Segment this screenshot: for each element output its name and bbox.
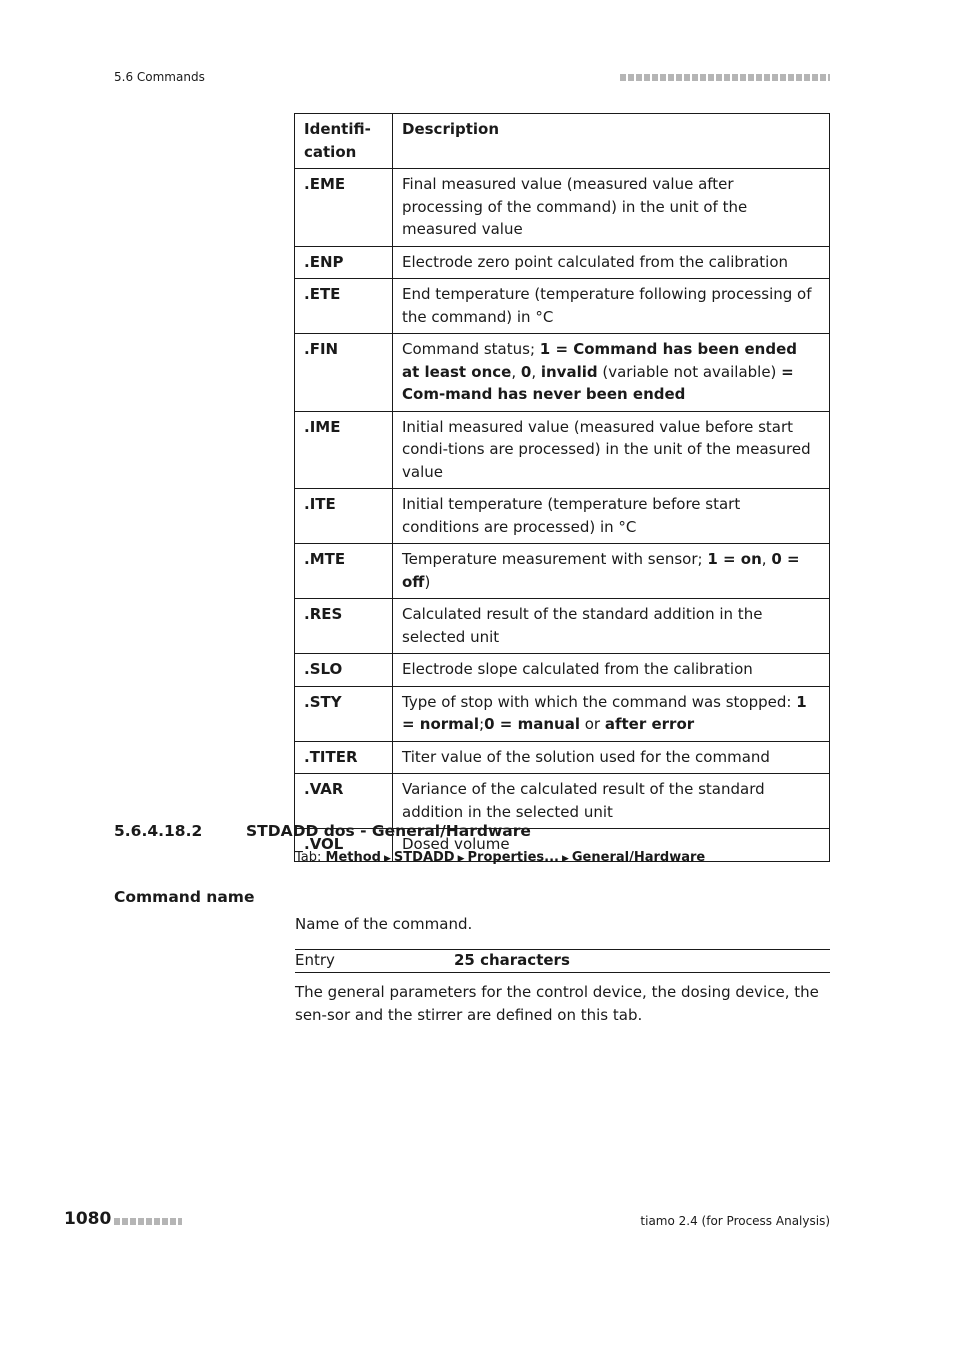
table-row [295,599,830,654]
row-desc: Calculated result of the standard addition in the selected unit [393,599,830,654]
row-id: .ENP [295,246,393,279]
entry-value: 25 characters [454,951,570,969]
footer-dots-decoration [114,1218,182,1225]
table-row [295,246,830,279]
row-desc: Electrode slope calculated from the calibration [393,654,830,687]
row-desc: Initial measured value (measured value before start condi-tions are processed) in the unit of the measured value [393,411,830,489]
tab-path-item: Method [325,850,381,865]
row-id: .TITER [295,741,393,774]
table-row [295,544,830,599]
row-id: .SLO [295,654,393,687]
table-row [295,489,830,544]
footer-product: tiamo 2.4 (for Process Analysis) [640,1214,830,1228]
table-row [295,686,830,741]
entry-label: Entry [295,951,335,969]
page-number: 1080 [64,1209,112,1229]
entry-row [295,949,830,973]
parameter-description: Name of the command. [295,915,473,933]
row-id: .IME [295,411,393,489]
table-row [295,741,830,774]
row-desc: Temperature measurement with sensor; 1 = on, 0 = off) [393,544,830,599]
row-desc: Command status; 1 = Command has been ended at least once, 0, invalid (variable not available) = Com-mand has never been ended [393,334,830,412]
parameter-title: Command name [114,888,255,906]
row-id: .MTE [295,544,393,599]
row-id: .STY [295,686,393,741]
row-desc: Titer value of the solution used for the command [393,741,830,774]
section-title: STDADD dos - General/Hardware [246,822,531,840]
row-id: .ETE [295,279,393,334]
table-header-row [295,114,830,169]
row-id: .FIN [295,334,393,412]
header-description: Description [393,114,830,169]
row-desc: Variance of the calculated result of the standard addition in the selected unit [393,774,830,829]
parameter-note: The general parameters for the control device, the dosing device, the sen-sor and the stirrer are defined on this tab. [295,983,819,1024]
table-row [295,654,830,687]
variables-table [294,113,830,862]
row-desc: Type of stop with which the command was stopped: 1 = normal;0 = manual or after error [393,686,830,741]
tab-path [295,850,705,865]
table-row [295,411,830,489]
row-desc: Final measured value (measured value after processing of the command) in the unit of the measured value [393,169,830,247]
section-number: 5.6.4.18.2 [114,822,203,840]
row-desc: Initial temperature (temperature before start conditions are processed) in °C [393,489,830,544]
arrow-right-icon: ▶ [384,854,391,864]
table-row [295,334,830,412]
row-desc: Electrode zero point calculated from the calibration [393,246,830,279]
row-id: .VAR [295,774,393,829]
tab-path-item: General/Hardware [571,850,706,865]
row-id: .ITE [295,489,393,544]
row-desc: End temperature (temperature following processing of the command) in °C [393,279,830,334]
table-row [295,774,830,829]
arrow-right-icon: ▶ [561,854,569,864]
table-row [295,279,830,334]
table-row [295,169,830,247]
tab-path-item: STDADD [393,850,455,865]
row-id: .RES [295,599,393,654]
row-id: .VOL [295,829,393,862]
row-id: .EME [295,169,393,247]
row-desc: Dosed volume [393,829,830,862]
tab-prefix: Tab: [295,850,322,865]
tab-path-item: Properties... [467,850,559,865]
arrow-right-icon: ▶ [457,854,465,864]
header-dots-decoration [620,74,830,81]
header-identification: Identifi- cation [295,114,393,169]
running-head-section: 5.6 Commands [114,70,205,84]
